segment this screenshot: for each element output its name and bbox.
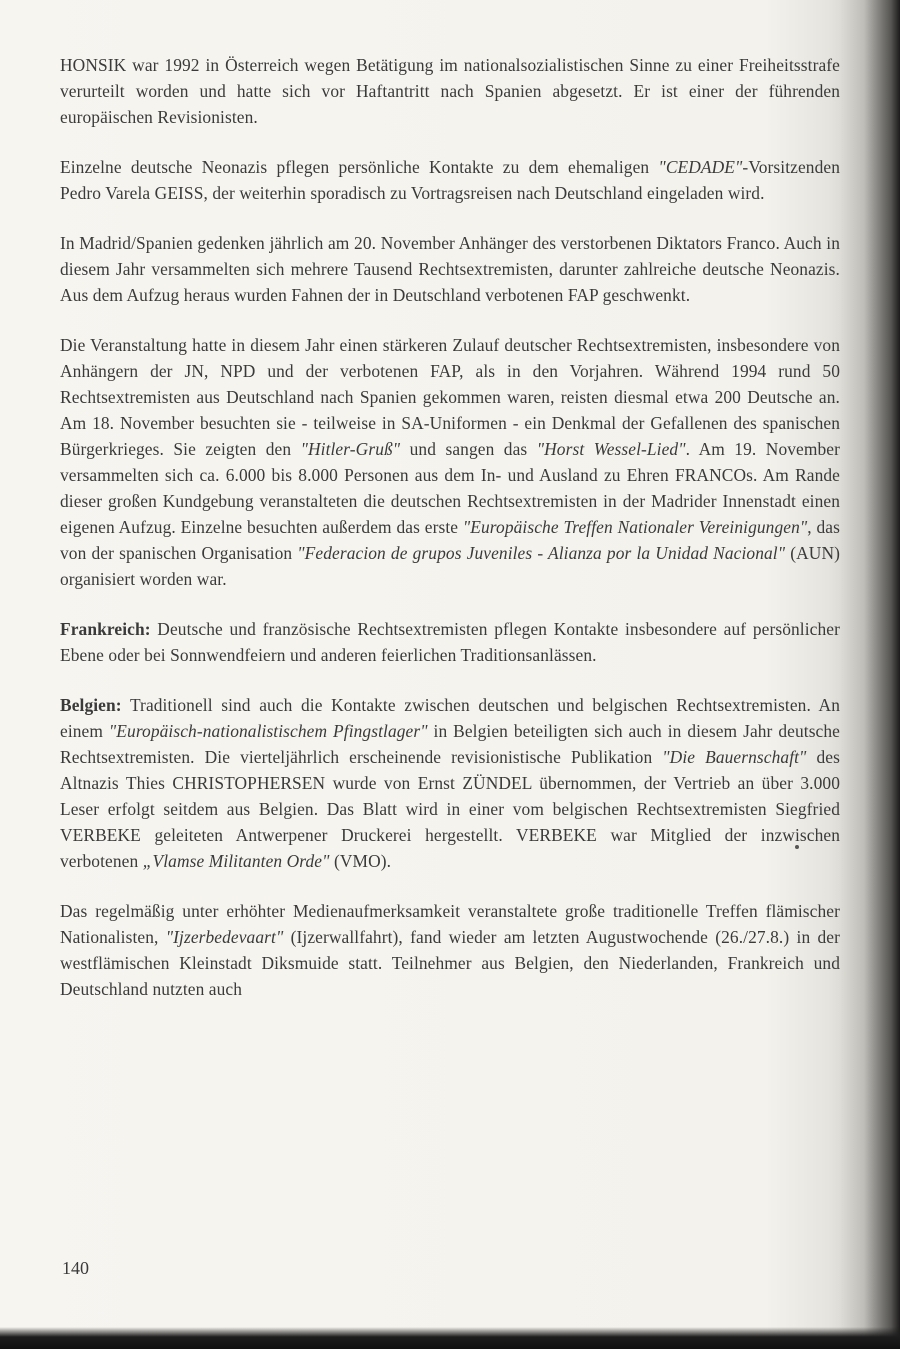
quoted-name: "Europäische Treffen Nationaler Vereinigungen" bbox=[462, 517, 808, 537]
paragraph-honsik bbox=[60, 52, 840, 130]
paragraph-ijzerbedevaart bbox=[60, 898, 840, 1002]
page-content bbox=[60, 52, 840, 1026]
quoted-name: "Horst Wessel-Lied" bbox=[536, 439, 686, 459]
spine-shadow bbox=[840, 0, 900, 1349]
paragraph-text: des Altnazis Thies CHRISTOPHERSEN wurde von Ernst ZÜNDEL übernommen, der Vertrieb an über 3.000 Leser erfolgt seitdem aus Belgien. Das Blatt wird in einer vom belgischen Rechtsextremisten Siegfried VERBEKE geleiteten Antwerpener Druckerei hergestellt. VERBEKE war Mitglied der inzwischen verbotenen bbox=[60, 747, 840, 871]
paragraph-text: in Belgien beteiligten sich auch in diesem Jahr deutsche Rechtsextremisten. Die vierteljährlich erscheinende revisionistische Publikation bbox=[60, 721, 840, 767]
speck-mark bbox=[795, 845, 799, 849]
paragraph-text: , das von der spanischen Organisation bbox=[60, 517, 840, 563]
paragraph-belgien bbox=[60, 692, 840, 874]
quoted-name: "Europäisch-nationalistischem Pfingstlager" bbox=[108, 721, 428, 741]
paragraph-text: Traditionell sind auch die Kontakte zwischen deutschen und belgischen Rechtsextremisten. An einem bbox=[60, 695, 840, 741]
paragraph-madrid bbox=[60, 230, 840, 308]
paragraph-text: Einzelne deutsche Neonazis pflegen persönliche Kontakte zu dem ehemaligen bbox=[60, 157, 659, 177]
quoted-name: "Ijzerbedevaart" bbox=[165, 927, 284, 947]
paragraph-text: (Ijzerwallfahrt), fand wieder am letzten Augustwochende (26./27.8.) in der westflämischen Kleinstadt Diksmuide statt. Teilnehmer aus Belgien, den Niederlanden, Frankreich und Deutschland nutzten auch bbox=[60, 927, 840, 999]
quoted-name: „Vlamse Militanten Orde" bbox=[142, 851, 330, 871]
paragraph-text: (VMO). bbox=[329, 851, 392, 871]
quoted-name: "Federacion de grupos Juveniles - Alianza por la Unidad Nacional" bbox=[297, 543, 786, 563]
paragraph-text: -Vorsitzenden Pedro Varela GEISS, der weiterhin sporadisch zu Vortragsreisen nach Deutschland eingeladen wird. bbox=[60, 157, 840, 203]
page-number: 140 bbox=[62, 1258, 89, 1278]
paragraph-frankreich bbox=[60, 616, 840, 668]
paragraph-veranstaltung bbox=[60, 332, 840, 592]
paragraph-text: In Madrid/Spanien gedenken jährlich am 20. November Anhänger des verstorbenen Diktators Franco. Auch in diesem Jahr versammelten sich mehrere Tausend Rechtsextremisten, darunter zahlreiche deutsche Neonazis. Aus dem Aufzug heraus wurden Fahnen der in Deutschland verbotenen FAP geschwenkt. bbox=[60, 233, 840, 305]
paragraph-text: HONSIK war 1992 in Österreich wegen Betätigung im nationalsozialistischen Sinne zu einer Freiheitsstrafe verurteilt worden und hatte sich vor Haftantritt nach Spanien abgesetzt. Er ist einer der führenden europäischen Revisionisten. bbox=[60, 55, 840, 127]
scan-edge-shadow bbox=[0, 1327, 900, 1349]
paragraph-cedade bbox=[60, 154, 840, 206]
paragraph-text: (AUN) organisiert worden war. bbox=[60, 543, 840, 589]
paragraph-text: und sangen das bbox=[400, 439, 537, 459]
section-label-frankreich: Frankreich: bbox=[60, 619, 151, 639]
quoted-name: "Die Bauernschaft" bbox=[662, 747, 807, 767]
section-label-belgien: Belgien: bbox=[60, 695, 122, 715]
paragraph-text: Deutsche und französische Rechtsextremisten pflegen Kontakte insbesondere auf persönlicher Ebene oder bei Sonnwendfeiern und anderen feierlichen Traditionsanlässen. bbox=[60, 619, 840, 665]
quoted-name: "CEDADE" bbox=[658, 157, 743, 177]
paragraph-text: Die Veranstaltung hatte in diesem Jahr einen stärkeren Zulauf deutscher Rechtsextremisten, insbesondere von Anhängern der JN, NPD und der verbotenen FAP, als in den Vorjahren. Während 1994 rund 50 Rechtsextremisten aus Deutschland nach Spanien gekommen waren, reisten diesmal etwa 200 Deutsche an. Am 18. November besuchten sie - teilweise in SA-Uniformen - ein Denkmal der Gefallenen des spanischen Bürgerkrieges. Sie zeigten den bbox=[60, 335, 840, 459]
paragraph-text: . Am 19. November versammelten sich ca. 6.000 bis 8.000 Personen aus dem In- und Ausland zu Ehren FRANCOs. Am Rande dieser großen Kundgebung veranstalteten die deutschen Rechtsextremisten in der Madrider Innenstadt einen eigenen Aufzug. Einzelne besuchten außerdem das erste bbox=[60, 439, 840, 537]
quoted-name: "Hitler-Gruß" bbox=[300, 439, 401, 459]
paragraph-text: Das regelmäßig unter erhöhter Medienaufmerksamkeit veranstaltete große traditionelle Treffen flämischer Nationalisten, bbox=[60, 901, 840, 947]
